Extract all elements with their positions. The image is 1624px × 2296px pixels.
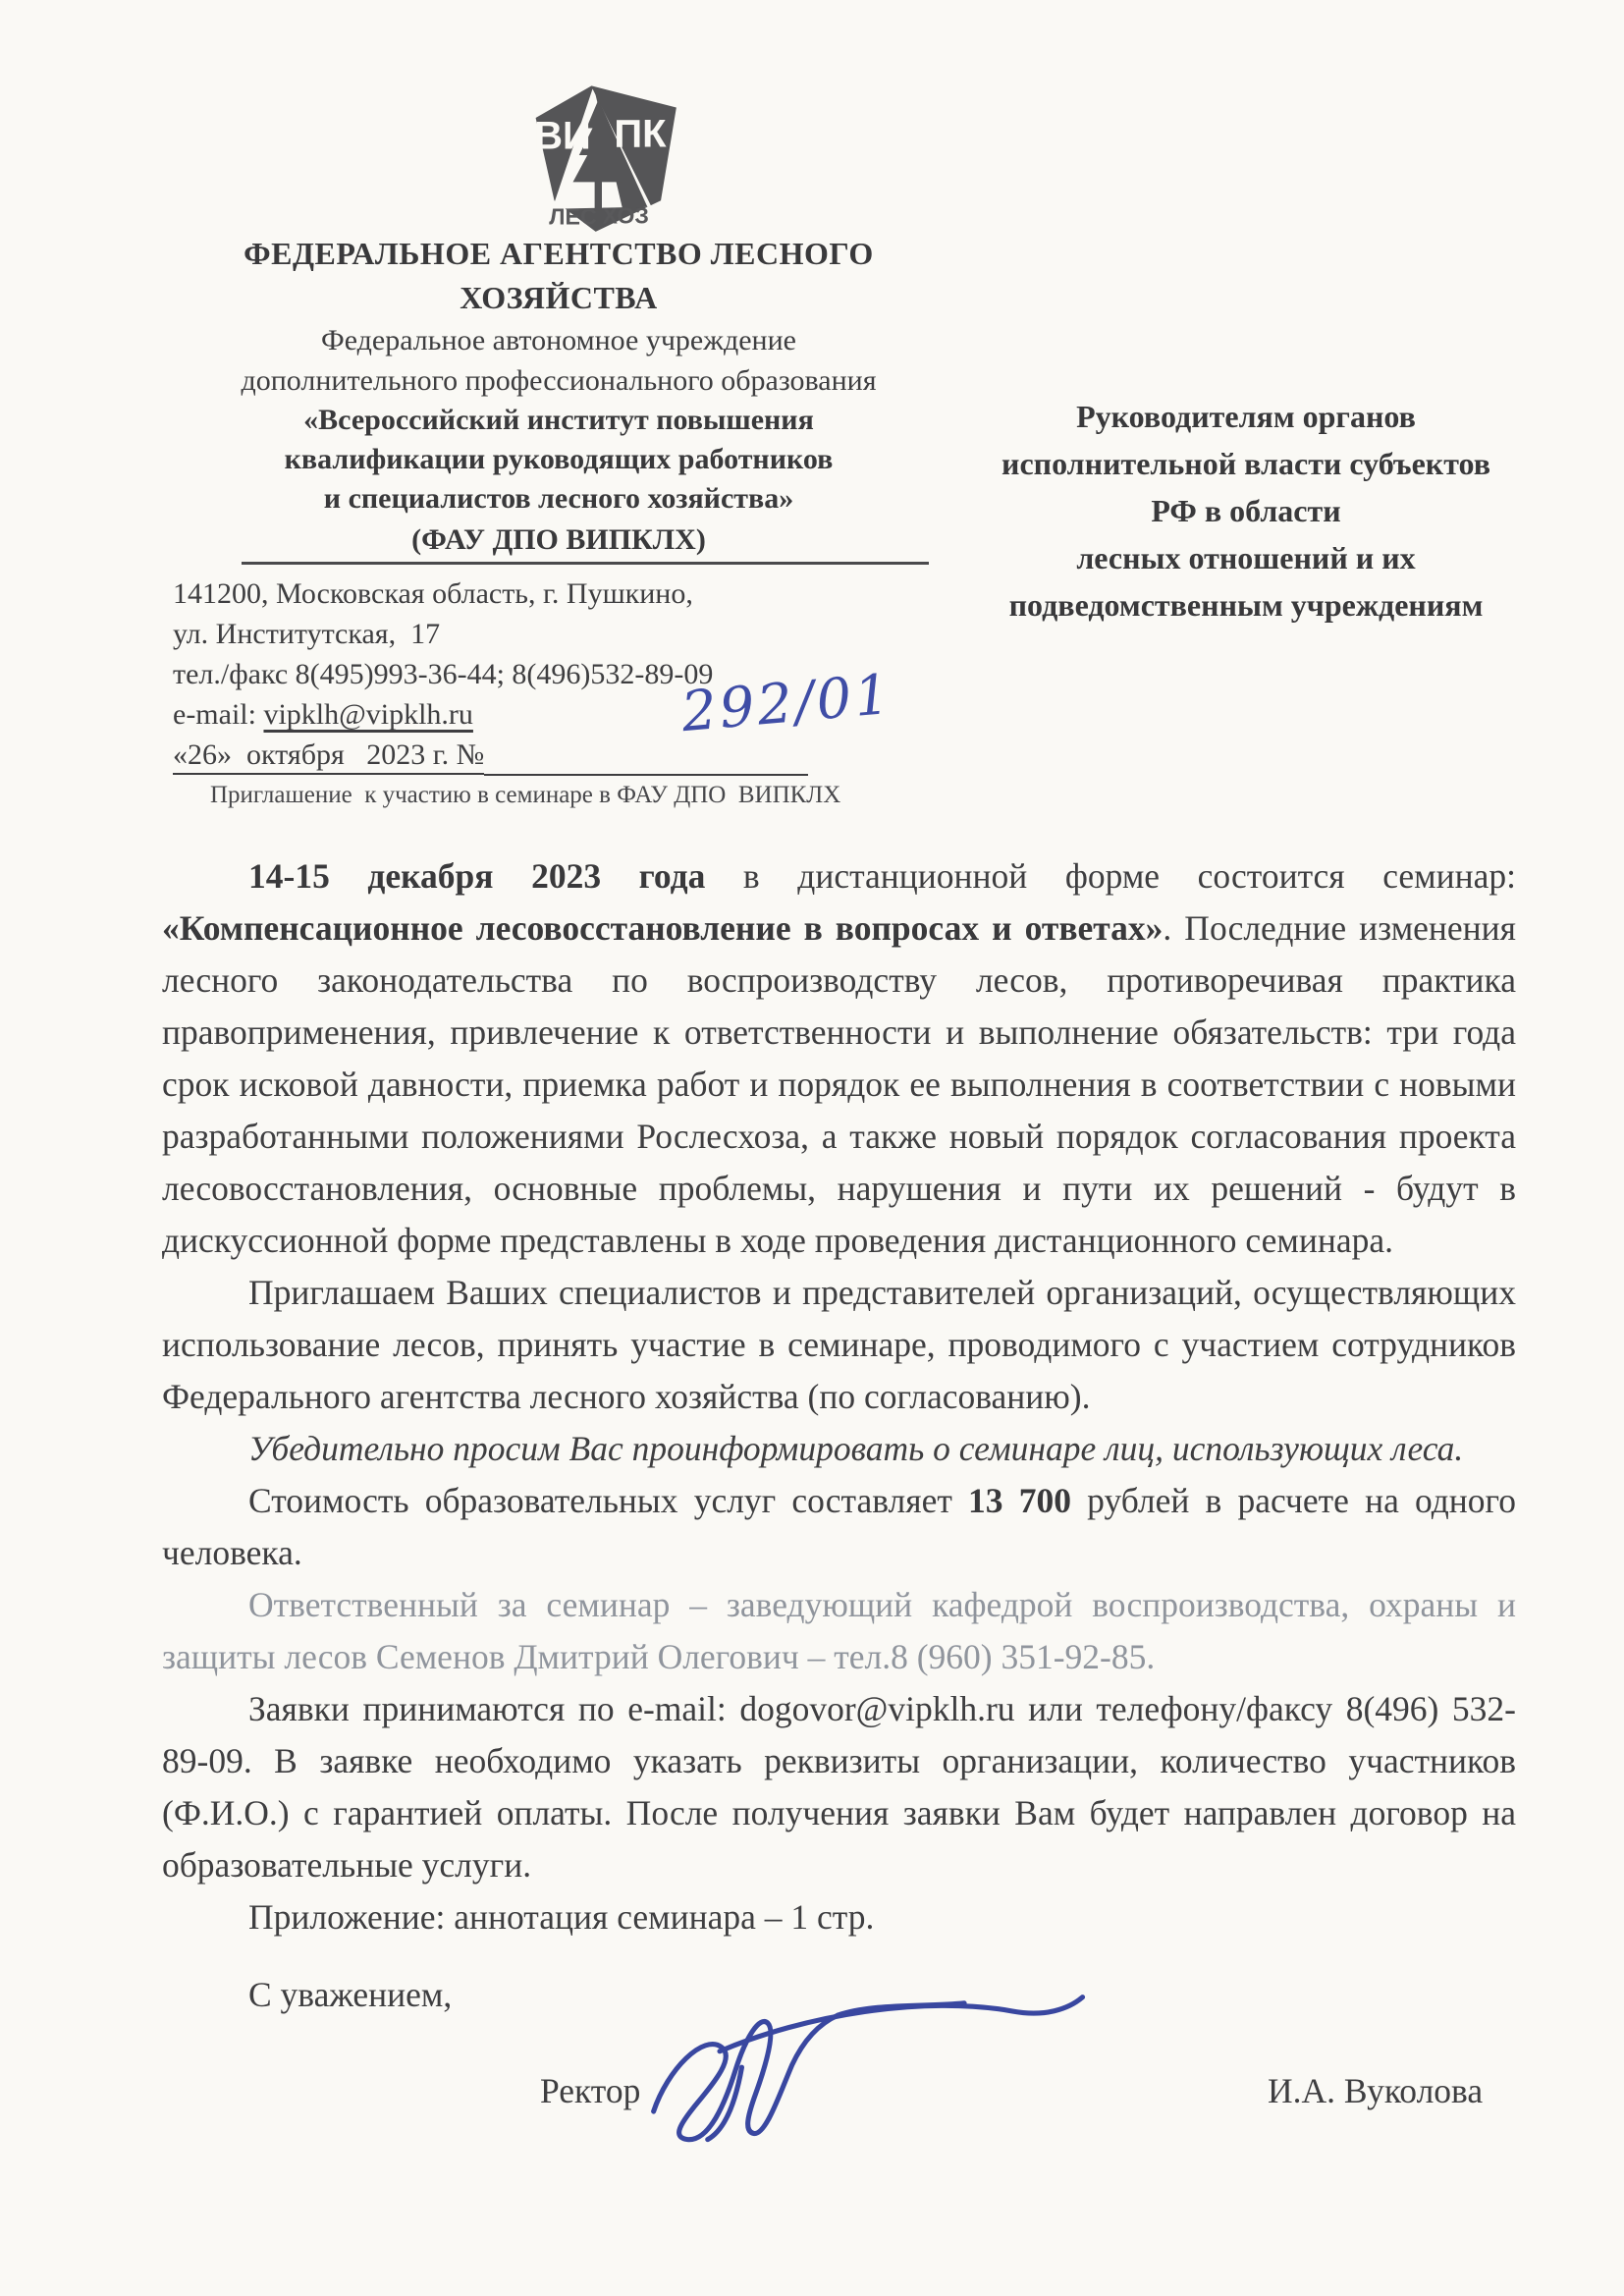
body-text: в дистанционной форме состоится семинар:	[705, 856, 1516, 896]
addressee-block	[962, 393, 1530, 629]
paragraph-request-italic: Убедительно просим Вас проинформировать о семинаре лиц, использующих леса.	[248, 1429, 1464, 1468]
paragraph-seminar-announcement	[162, 850, 1516, 1267]
letterhead-divider	[242, 562, 929, 565]
body-text: . Последние изменения лесного законодательства по воспроизводству лесов, противоречивая практика правоприменения, привлечение к ответственности и выполнение обязательств: три года срок исковой давности, приемка работ и порядок ее выполнения в соответствии с новыми разработанными положениями Рослесхоза, а также новый порядок согласования проекта лесовосстановления, основные проблемы, нарушения и пути их решений - будут в дискуссионной форме представлены в ходе проведения дистанционного семинара.	[162, 908, 1516, 1260]
email-label: e-mail:	[173, 698, 264, 731]
closing-salutation: С уважением,	[248, 1975, 453, 2014]
paragraph-price	[162, 1475, 1516, 1579]
paragraph-invitation: Приглашаем Ваших специалистов и представителей организаций, осуществляющих использование лесов, принять участие в семинаре, проводимого с участием сотрудников Федерального агентства лесного хозяйства (по согласованию).	[162, 1273, 1516, 1416]
institute-abbreviation: (ФАУ ДПО ВИПКЛХ)	[411, 523, 706, 556]
price-value: 13 700	[968, 1481, 1071, 1520]
application-email: dogovor@vipklh.ru	[739, 1689, 1015, 1728]
addressee-line: подведомственным учреждениям	[1008, 587, 1484, 623]
org-type-line1: Федеральное автономное учреждение	[321, 324, 796, 356]
subject-caption: Приглашение к участию в семинаре в ФАУ ДПО ВИПКЛХ	[210, 782, 841, 808]
addressee-line: Руководителям органов	[1076, 399, 1416, 434]
signer-title: Ректор	[540, 2071, 641, 2110]
body-text: Заявки принимаются по e-mail:	[248, 1689, 740, 1728]
seminar-dates: 14-15 декабря 2023 года	[248, 856, 706, 896]
addressee-line: лесных отношений и их	[1076, 540, 1416, 575]
vipklh-leskhoz-logo	[518, 79, 685, 234]
institute-name-line1: «Всероссийский институт повышения	[303, 404, 814, 436]
email-address: vipklh@vipklh.ru	[263, 698, 473, 731]
handwritten-doc-number: 292/01	[678, 662, 895, 745]
seminar-title: «Компенсационное лесовосстановление в вопросах и ответах»	[162, 908, 1164, 948]
addressee-line: РФ в области	[1151, 493, 1341, 528]
logo-text-vi: ВИ	[534, 114, 591, 158]
body-text: Стоимость образовательных услуг составляет	[248, 1481, 969, 1520]
paragraph-attachment: Приложение: аннотация семинара – 1 стр.	[248, 1897, 875, 1937]
signer-name: И.А. Вуколова	[1268, 2071, 1484, 2110]
postal-address-line1: 141200, Московская область, г. Пушкино,	[173, 577, 693, 610]
agency-name-line2: ХОЗЯЙСТВА	[460, 280, 658, 315]
letterhead	[163, 232, 954, 562]
body-text: или телефону/факсу 8(496) 532-89-09. В заявке необходимо указать реквизиты организации, количество участников (Ф.И.О.) с гарантией оплаты. После получения заявки Вам будет направлен договор на образовательные услуги.	[162, 1689, 1516, 1885]
phone-fax-line: тел./факс 8(495)993-36-44; 8(496)532-89-09	[173, 658, 714, 690]
letter-body	[162, 850, 1516, 2021]
institute-name-line3: и специалистов лесного хозяйства»	[323, 482, 794, 515]
logo-text-les: ЛЕС	[549, 203, 597, 230]
date-text: «26» октября 2023 г. №	[173, 738, 484, 775]
postal-address-line2: ул. Институтская, 17	[173, 618, 441, 650]
paragraph-contact-person: Ответственный за семинар – заведующий кафедрой воспроизводства, охраны и защиты лесов Семенов Дмитрий Олегович – тел.8 (960) 351-92-85.	[162, 1585, 1516, 1676]
rector-signature-ink	[623, 1978, 1105, 2145]
org-type-line2: дополнительного профессионального образования	[241, 364, 877, 397]
logo-text-khoz: ХОЗ	[602, 202, 649, 229]
date-number-line	[173, 735, 840, 776]
logo-text-pk: ПК	[614, 112, 667, 156]
signature-row	[162, 2013, 1516, 2249]
agency-name-line1: ФЕДЕРАЛЬНОЕ АГЕНТСТВО ЛЕСНОГО	[244, 236, 874, 271]
body-text: рублей в расчете на одного человека.	[162, 1481, 1516, 1572]
addressee-line: исполнительной власти субъектов	[1001, 446, 1490, 481]
institute-name-line2: квалификации руководящих работников	[284, 443, 834, 475]
number-blank-line	[484, 740, 808, 776]
paragraph-application	[162, 1683, 1516, 1891]
